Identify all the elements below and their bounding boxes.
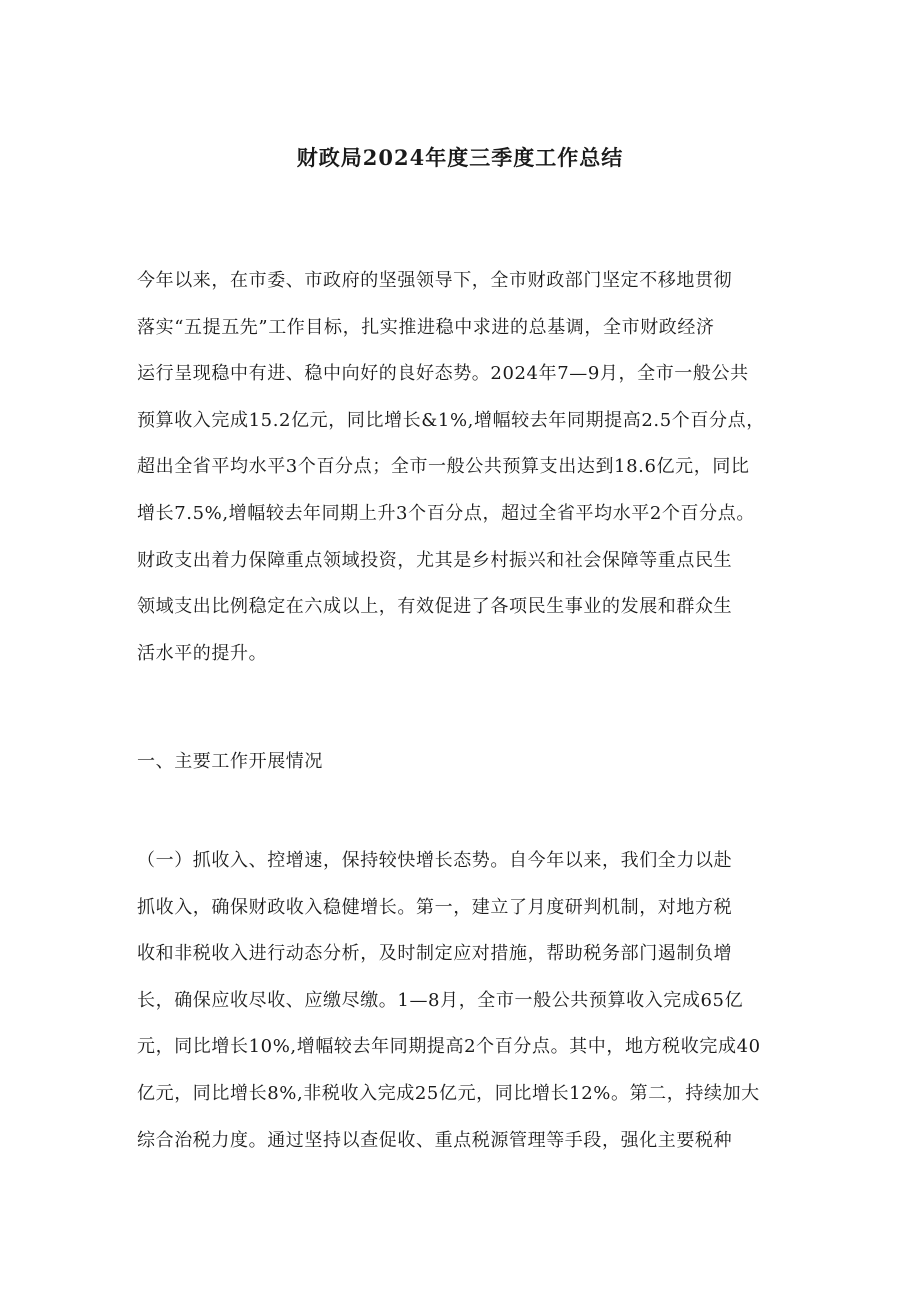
intro-line: 领域支出比例稳定在六成以上，有效促进了各项民生事业的发展和群众生 <box>137 596 733 618</box>
intro-line: 增长7.5%,增幅较去年同期上升3个百分点，超过全省平均水平2个百分点。 <box>137 502 755 524</box>
subsection-line: 抓收入，确保财政收入稳健增长。第一，建立了月度研判机制，对地方税 <box>137 896 733 918</box>
subsection-paragraph <box>137 838 787 1164</box>
intro-line: 财政支出着力保障重点领域投资，尤其是乡村振兴和社会保障等重点民生 <box>137 549 733 571</box>
intro-line: 落实“五提五先”工作目标，扎实推进稳中求进的总基调，全市财政经济 <box>137 316 715 338</box>
intro-line: 活水平的提升。 <box>137 642 268 664</box>
section-heading: 一、主要工作开展情况 <box>137 751 323 772</box>
subsection-line: （一）抓收入、控增速，保持较快增长态势。自今年以来，我们全力以赴 <box>137 850 733 871</box>
subsection-line: 综合治税力度。通过坚持以查促收、重点税源管理等手段，强化主要税种 <box>137 1129 733 1151</box>
intro-line: 预算收入完成15.2亿元，同比增长&1%,增幅较去年同期提高2.5个百分点， <box>137 409 765 431</box>
intro-line: 今年以来，在市委、市政府的坚强领导下，全市财政部门坚定不移地贯彻 <box>137 270 733 291</box>
intro-line: 超出全省平均水平3个百分点；全市一般公共预算支出达到18.6亿元，同比 <box>137 456 750 478</box>
document-title: 财政局2024年度三季度工作总结 <box>296 145 624 170</box>
intro-line: 运行呈现稳中有进、稳中向好的良好态势。2024年7—9月，全市一般公共 <box>137 363 749 385</box>
subsection-line: 亿元，同比增长8%,非税收入完成25亿元，同比增长12%。第二，持续加大 <box>137 1082 760 1104</box>
intro-paragraph <box>137 258 787 677</box>
subsection-line: 收和非税收入进行动态分析，及时制定应对措施，帮助税务部门遏制负增 <box>137 943 733 965</box>
subsection-line: 元，同比增长10%,增幅较去年同期提高2个百分点。其中，地方税收完成40 <box>137 1036 761 1058</box>
subsection-line: 长，确保应收尽收、应缴尽缴。1—8月，全市一般公共预算收入完成65亿 <box>137 989 744 1011</box>
